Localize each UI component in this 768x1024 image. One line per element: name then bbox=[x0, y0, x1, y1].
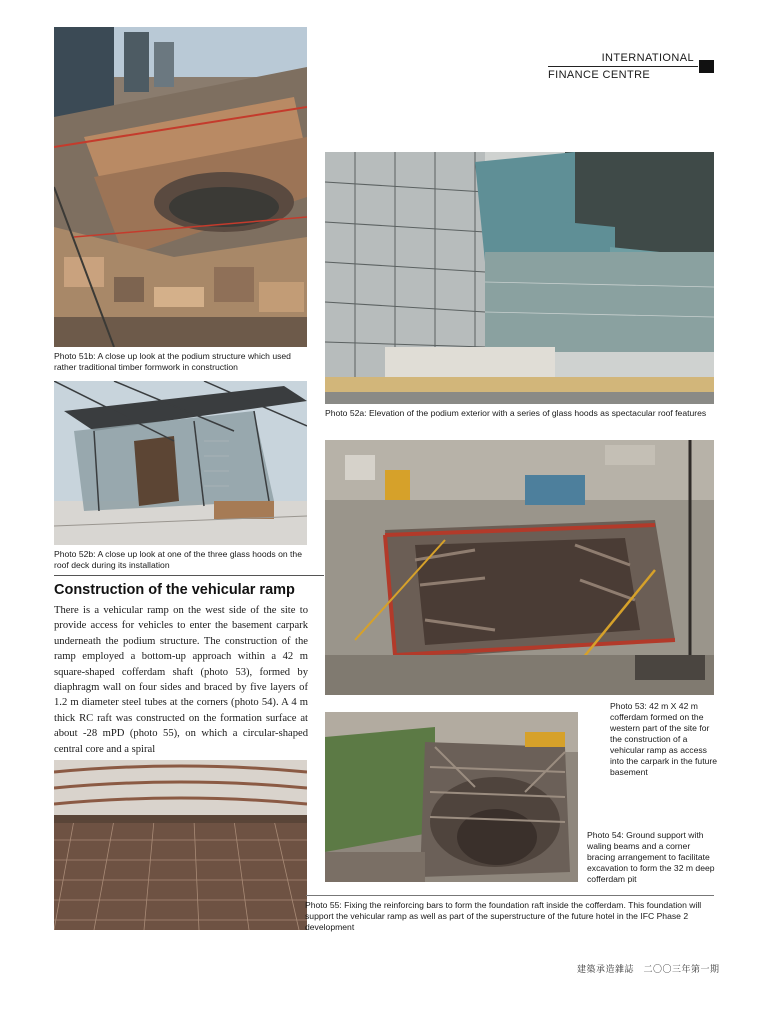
photo-54 bbox=[325, 712, 578, 882]
caption-52a: Photo 52a: Elevation of the podium exterior with a series of glass hoods as spectacular roof features bbox=[325, 408, 707, 418]
caption-55-rule bbox=[306, 895, 714, 896]
photo-55 bbox=[54, 760, 307, 930]
caption-51b: Photo 51b: A close up look at the podium structure which used rather traditional timber formwork in construction bbox=[54, 351, 291, 372]
header-black-block bbox=[699, 60, 714, 73]
photo-52b bbox=[54, 381, 307, 545]
photo-53 bbox=[325, 440, 714, 695]
header-line-2: FINANCE CENTRE bbox=[548, 69, 651, 81]
caption-52b: Photo 52b: A close up look at one of the three glass hoods on the roof deck during its installation bbox=[54, 549, 302, 570]
photo-52a bbox=[325, 152, 714, 404]
caption-53: Photo 53: 42 m X 42 m cofferdam formed on the western part of the site for the construction of a vehicular ramp as access into the carpark in the future basement bbox=[610, 701, 718, 777]
section-rule bbox=[54, 575, 324, 576]
footer-publication: 建築承造雜誌 二〇〇三年第一期 bbox=[577, 964, 720, 974]
section-heading: Construction of the vehicular ramp bbox=[54, 582, 295, 598]
photo-51b bbox=[54, 27, 307, 347]
header-rule bbox=[548, 66, 698, 67]
caption-55: Photo 55: Fixing the reinforcing bars to form the foundation raft inside the cofferdam. This foundation will support the vehicular ramp as well as part of the superstructure of the future hotel in the IFC Phase 2 development bbox=[305, 900, 702, 932]
header-line-1: INTERNATIONAL bbox=[601, 52, 694, 64]
caption-54: Photo 54: Ground support with waling beams and a corner bracing arrangement to facilitate excavation to form the 32 m deep cofferdam pit bbox=[587, 830, 715, 884]
running-header bbox=[548, 52, 698, 82]
body-paragraph: There is a vehicular ramp on the west side of the site to provide access for vehicles to enter the basement carpark underneath the podium structure. The construction of the ramp employed a bottom-up approach within a 42 m square-shaped cofferdam shaft (photo 53), formed by diaphragm wall on four sides and braced by five layers of 1.2 m diameter steel tubes at the corners (photo 54). A 4 m thick RC raft was constructed on the formation surface at about -28 mPD (photo 55), on which a circular-shaped central core and a spiral bbox=[54, 605, 308, 755]
